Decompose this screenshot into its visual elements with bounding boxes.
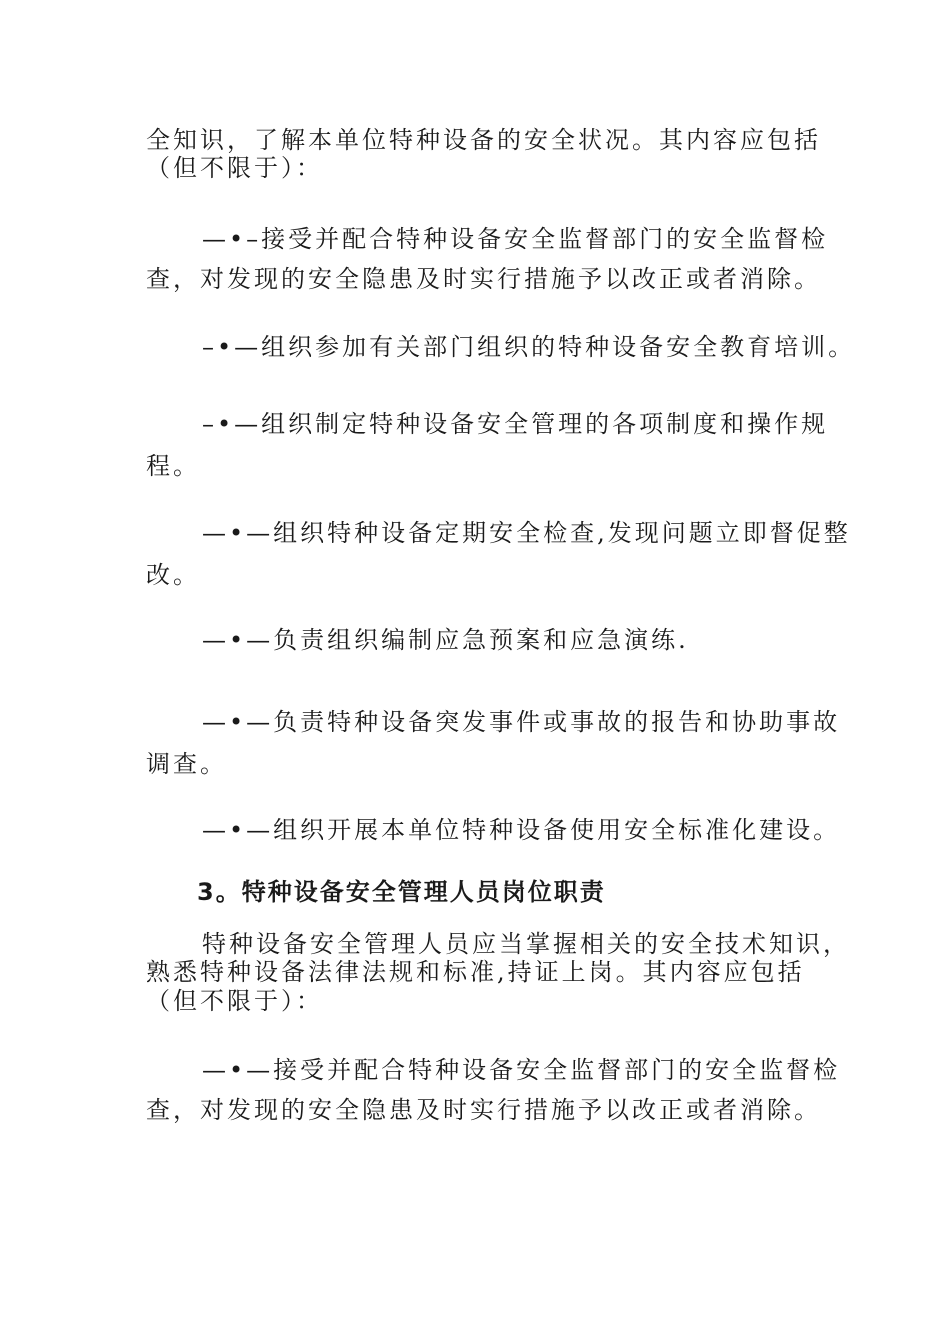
list-item-7-line-1: —•—组织开展本单位特种设备使用安全标准化建设。 — [202, 816, 841, 844]
list-item-5-line-1: —•—负责组织编制应急预案和应急演练. — [202, 626, 689, 654]
section-heading: 3。特种设备安全管理人员岗位职责 — [197, 878, 606, 906]
list-item-1-line-2: 查，对发现的安全隐患及时实行措施予以改正或者消除。 — [146, 265, 821, 293]
intro-line-1: 全知识，了解本单位特种设备的安全状况。其内容应包括 — [146, 126, 821, 154]
list-item-6-line-1: —•—负责特种设备突发事件或事故的报告和协助事故 — [202, 708, 841, 736]
list-item-4-line-1: —•—组织特种设备定期安全检查,发现问题立即督促整 — [202, 519, 851, 547]
list-item-1-line-1: —•–接受并配合特种设备安全监督部门的安全监督检 — [202, 225, 829, 253]
list-item-2-line-1: –•—组织参加有关部门组织的特种设备安全教育培训。 — [202, 333, 856, 361]
section-paragraph-line-2: 熟悉特种设备法律法规和标准,持证上岗。其内容应包括 — [146, 958, 805, 986]
list-item-6-line-2: 调查。 — [146, 750, 227, 778]
section-paragraph-line-3: （但不限于）： — [146, 987, 323, 1015]
list-item-4-line-2: 改。 — [146, 561, 200, 589]
intro-line-2: （但不限于）： — [146, 154, 323, 182]
list-item-3-line-1: –•—组织制定特种设备安全管理的各项制度和操作规 — [202, 410, 829, 438]
list-item-3-line-2: 程。 — [146, 452, 200, 480]
section-item-1-line-1: —•—接受并配合特种设备安全监督部门的安全监督检 — [202, 1056, 841, 1084]
section-paragraph-line-1: 特种设备安全管理人员应当掌握相关的安全技术知识， — [202, 930, 850, 958]
section-item-1-line-2: 查，对发现的安全隐患及时实行措施予以改正或者消除。 — [146, 1096, 821, 1124]
